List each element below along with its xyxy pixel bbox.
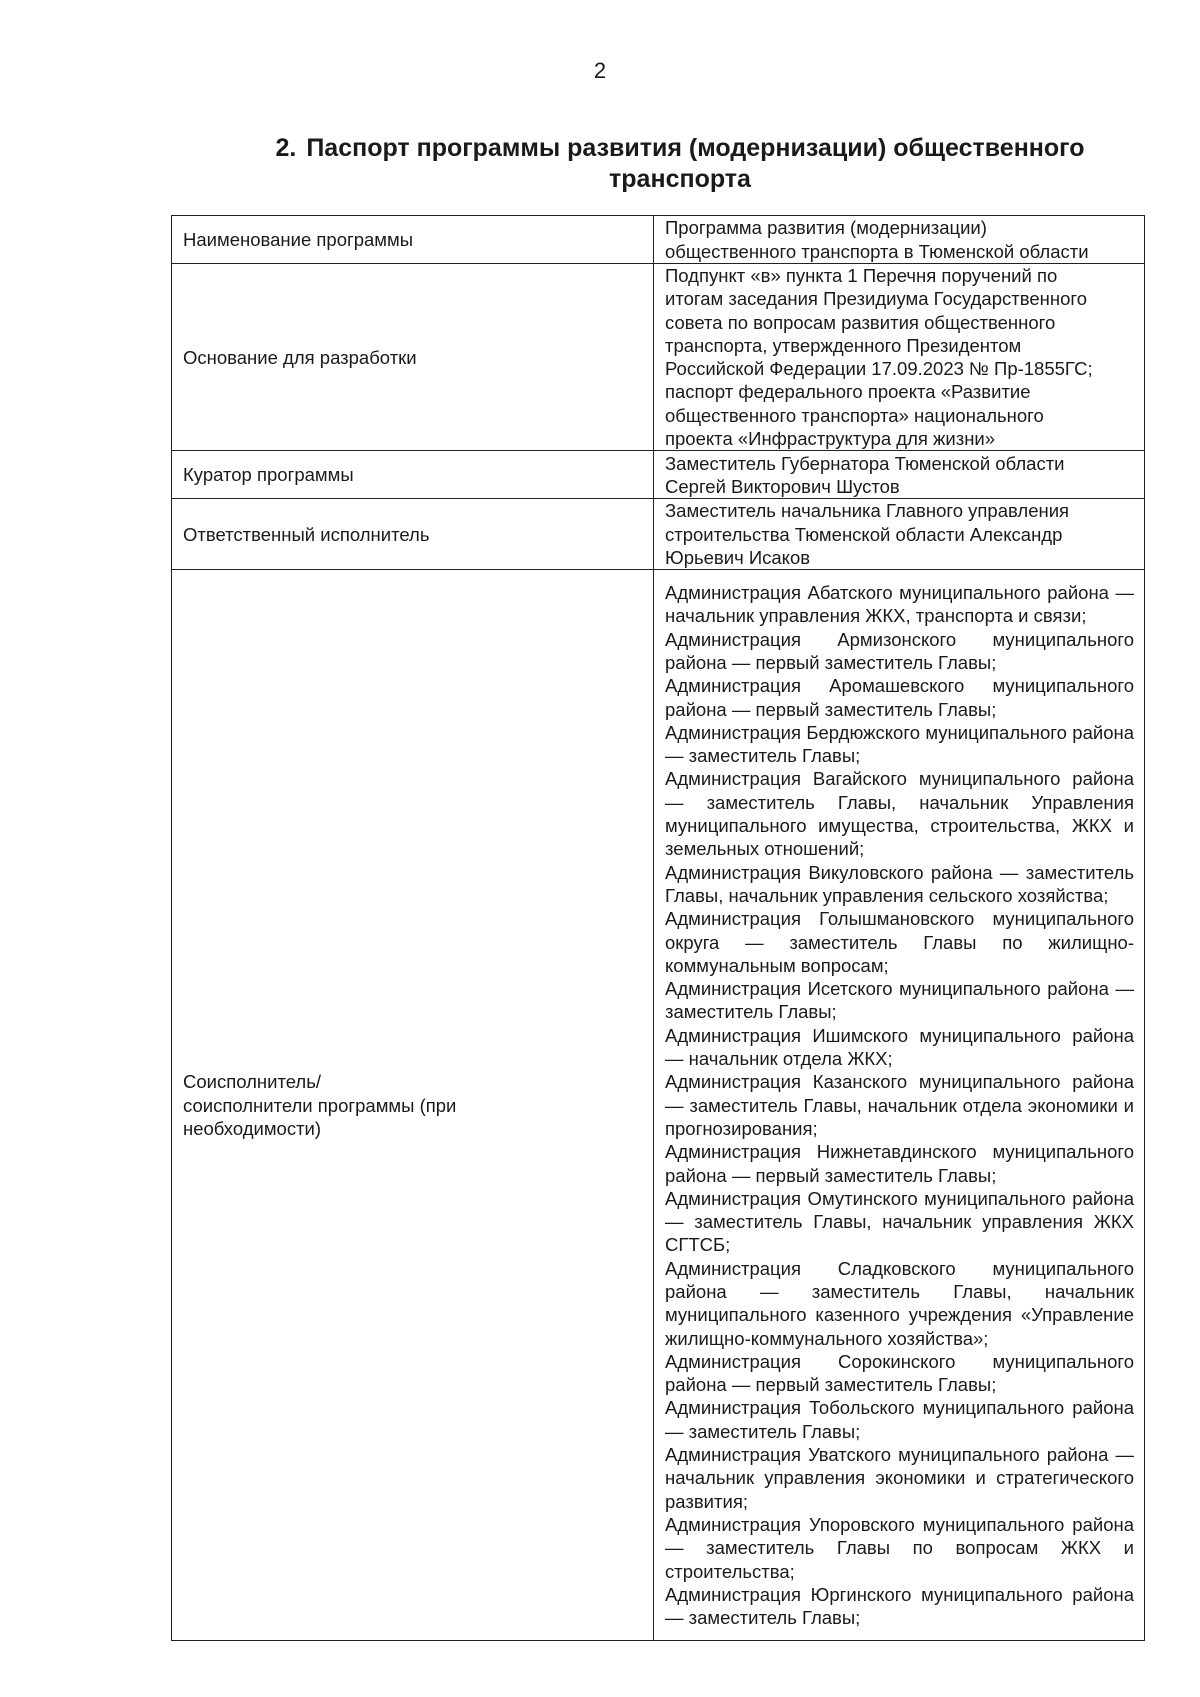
table-row-basis bbox=[172, 264, 1145, 451]
page-number: 2 bbox=[593, 58, 607, 83]
co-executor-entry: Администрация Омутинского муниципального района — заместитель Главы, начальник управления ЖКХ СГТСБ; bbox=[665, 1187, 1134, 1256]
basis-label: Основание для разработки bbox=[172, 264, 654, 451]
basis-value: Подпункт «в» пункта 1 Перечня поручений по итогам заседания Президиума Государственного совета по вопросам развития общественного транспорта, утвержденного Президентом Российской Федерации 17.09.2023 № Пр-1855ГС; паспорт федерального проекта «Развитие общественного транспорта» национального проекта «Инфраструктура для жизни» bbox=[654, 264, 1145, 451]
co-executor-entry: Администрация Аромашевского муниципального района — первый заместитель Главы; bbox=[665, 675, 1134, 720]
table-row-curator bbox=[172, 451, 1145, 499]
co-executor-entry: Администрация Вагайского муниципального района — заместитель Главы, начальник Управления муниципального имущества, строительства, ЖКХ и земельных отношений; bbox=[665, 768, 1134, 860]
co-executor-entry: Администрация Бердюжского муниципального района — заместитель Главы; bbox=[665, 721, 1134, 767]
table-row-co-executors bbox=[172, 570, 1145, 1641]
co-executor-entry: Администрация Юргинского муниципального района — заместитель Главы; bbox=[665, 1583, 1134, 1629]
co-executor-entry: Администрация Викуловского района — заместитель Главы, начальник управления сельского хозяйства; bbox=[665, 861, 1134, 906]
co-executor-entry: Администрация Исетского муниципального района — заместитель Главы; bbox=[665, 978, 1134, 1023]
co-executor-entry: Администрация Нижнетавдинского муниципального района — первый заместитель Главы; bbox=[665, 1141, 1134, 1186]
program-name-label: Наименование программы bbox=[172, 216, 654, 264]
section-number: 2. bbox=[275, 134, 297, 162]
program-passport-table bbox=[171, 215, 1145, 1641]
section-title-line2: транспорта bbox=[609, 165, 751, 193]
section-title-line1 bbox=[230, 133, 1130, 164]
co-executors-label: Соисполнитель/ соисполнители программы (при необходимости) bbox=[172, 570, 654, 1641]
co-executor-entry: Администрация Голышмановского муниципального округа — заместитель Главы по жилищно-коммунальным вопросам; bbox=[665, 908, 1134, 976]
co-executor-entry: Администрация Тобольского муниципального района — заместитель Главы; bbox=[665, 1397, 1134, 1442]
program-name-value: Программа развития (модернизации) общественного транспорта в Тюменской области bbox=[654, 216, 1145, 264]
co-executor-entry: Администрация Армизонского муниципального района — первый заместитель Главы; bbox=[665, 628, 1134, 673]
section-title-text: Паспорт программы развития (модернизации) общественного bbox=[306, 134, 1085, 162]
table-row-executor bbox=[172, 499, 1145, 570]
executor-label: Ответственный исполнитель bbox=[172, 499, 654, 570]
co-executor-entry: Администрация Упоровского муниципального района — заместитель Главы по вопросам ЖКХ и строительства; bbox=[665, 1513, 1134, 1582]
co-executors-value bbox=[654, 570, 1145, 1641]
table-row-program-name bbox=[172, 216, 1145, 264]
executor-value: Заместитель начальника Главного управления строительства Тюменской области Александр Юрьевич Исаков bbox=[654, 499, 1145, 570]
co-executor-entry: Администрация Казанского муниципального района — заместитель Главы, начальник отдела экономики и прогнозирования; bbox=[665, 1071, 1134, 1139]
co-executor-entry: Администрация Уватского муниципального района — начальник управления экономики и стратегического развития; bbox=[665, 1444, 1134, 1512]
curator-value: Заместитель Губернатора Тюменской области Сергей Викторович Шустов bbox=[654, 451, 1145, 499]
curator-label: Куратор программы bbox=[172, 451, 654, 499]
co-executor-entry: Администрация Ишимского муниципального района — начальник отдела ЖКХ; bbox=[665, 1024, 1134, 1070]
co-executor-entry: Администрация Сладковского муниципального района — заместитель Главы, начальник муниципального казенного учреждения «Управление жилищно-коммунального хозяйства»; bbox=[665, 1257, 1134, 1349]
co-executor-entry: Администрация Абатского муниципального района — начальник управления ЖКХ, транспорта и связи; bbox=[665, 582, 1134, 627]
co-executor-entry: Администрация Сорокинского муниципального района — первый заместитель Главы; bbox=[665, 1350, 1134, 1396]
section-title bbox=[230, 133, 1130, 195]
